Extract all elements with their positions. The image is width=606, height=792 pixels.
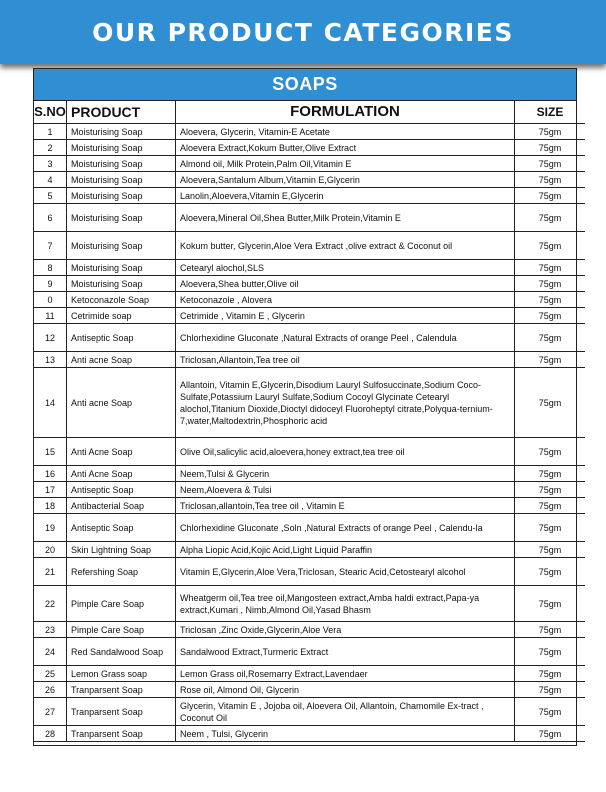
table-row [34,140,585,156]
cell-product: Moisturising Soap [67,124,176,140]
product-sheet [33,68,577,746]
cell-sno: 2 [34,140,67,156]
cell-sno: 3 [34,156,67,172]
table-row [34,308,585,324]
cell-product: Anti acne Soap [67,352,176,368]
cell-product: Ketoconazole Soap [67,292,176,308]
header-banner [0,0,606,64]
cell-size: 75gm [515,276,586,292]
cell-formulation: Ketoconazole , Alovera [176,292,515,308]
table-row [34,698,585,726]
cell-size: 75gm [515,124,586,140]
cell-size: 75gm [515,140,586,156]
cell-sno: 21 [34,558,67,586]
cell-formulation: Cetearyl alochol,SLS [176,260,515,276]
cell-size: 75gm [515,698,586,726]
cell-product: Pimple Care Soap [67,622,176,638]
cell-sno: 28 [34,726,67,742]
table-body [34,124,585,742]
cell-product: Moisturising Soap [67,156,176,172]
cell-sno: 5 [34,188,67,204]
cell-sno: 19 [34,514,67,542]
table-row [34,188,585,204]
cell-product: Moisturising Soap [67,172,176,188]
cell-formulation: Sandalwood Extract,Turmeric Extract [176,638,515,666]
table-row [34,172,585,188]
table-row [34,352,585,368]
cell-size: 75gm [515,156,586,172]
cell-product: Antiseptic Soap [67,324,176,352]
table-row [34,542,585,558]
table-row [34,276,585,292]
cell-sno: 9 [34,276,67,292]
cell-formulation: Alpha Liopic Acid,Kojic Acid,Light Liquid Paraffin [176,542,515,558]
cell-sno: 6 [34,204,67,232]
cell-sno: 20 [34,542,67,558]
cell-product: Cetrimide soap [67,308,176,324]
table-row [34,666,585,682]
cell-sno: 12 [34,324,67,352]
cell-formulation: Triclosan,allantoin,Tea tree oil , Vitamin E [176,498,515,514]
column-header-formulation: FORMULATION [176,101,515,124]
table-row [34,204,585,232]
cell-size: 75gm [515,308,586,324]
cell-product: Antiseptic Soap [67,482,176,498]
cell-sno: 24 [34,638,67,666]
cell-product: Lemon Grass soap [67,666,176,682]
table-row [34,260,585,276]
cell-size: 75gm [515,542,586,558]
cell-sno: 16 [34,466,67,482]
cell-sno: 25 [34,666,67,682]
page-title: OUR PRODUCT CATEGORIES [92,17,514,47]
cell-sno: 26 [34,682,67,698]
cell-sno: 13 [34,352,67,368]
cell-size: 75gm [515,558,586,586]
cell-product: Tranparsent Soap [67,682,176,698]
table-row [34,324,585,352]
table-row [34,292,585,308]
cell-formulation: Neem , Tulsi, Glycerin [176,726,515,742]
cell-sno: 15 [34,438,67,466]
cell-size: 75gm [515,368,586,438]
table-row [34,482,585,498]
cell-formulation: Neem,Aloevera & Tulsi [176,482,515,498]
section-header [34,69,576,101]
cell-formulation: Aloevera, Glycerin, Vitamin-E Acetate [176,124,515,140]
cell-size: 75gm [515,232,586,260]
cell-formulation: Lanolin,Aloevera,Vitamin E,Glycerin [176,188,515,204]
cell-size: 75gm [515,498,586,514]
cell-product: Pimple Care Soap [67,586,176,622]
cell-formulation: Rose oil, Almond Oil, Glycerin [176,682,515,698]
cell-size: 75gm [515,204,586,232]
cell-product: Moisturising Soap [67,260,176,276]
cell-formulation: Aloevera,Shea butter,Olive oil [176,276,515,292]
product-table [34,101,585,742]
table-row [34,498,585,514]
table-row [34,124,585,140]
cell-formulation: Chlorhexidine Gluconate ,Natural Extracts of orange Peel , Calendula [176,324,515,352]
cell-sno: 17 [34,482,67,498]
table-row [34,156,585,172]
table-row [34,586,585,622]
cell-sno: 27 [34,698,67,726]
table-row [34,638,585,666]
cell-size: 75gm [515,438,586,466]
cell-size: 75gm [515,586,586,622]
cell-product: Moisturising Soap [67,140,176,156]
cell-formulation: Kokum butter, Glycerin,Aloe Vera Extract ,olive extract & Coconut oil [176,232,515,260]
cell-formulation: Triclosan,Allantoin,Tea tree oil [176,352,515,368]
cell-product: Anti Acne Soap [67,466,176,482]
cell-product: Moisturising Soap [67,232,176,260]
cell-size: 75gm [515,622,586,638]
cell-product: Antiseptic Soap [67,514,176,542]
section-title: SOAPS [272,74,338,94]
cell-size: 75gm [515,352,586,368]
cell-formulation: Glycerin, Vitamin E , Jojoba oil, Aloevera Oil, Allantoin, Chamomile Ex-tract , Coconut Oil [176,698,515,726]
cell-product: Moisturising Soap [67,204,176,232]
cell-product: Refershing Soap [67,558,176,586]
cell-formulation: Wheatgerm oil,Tea tree oil,Mangosteen extract,Amba haldi extract,Papa-ya extract,Kumari , Nimb,Almond Oil,Yasad Bhasm [176,586,515,622]
cell-size: 75gm [515,666,586,682]
cell-sno: 1 [34,124,67,140]
cell-formulation: Vitamin E,Glycerin,Aloe Vera,Triclosan, Stearic Acid,Cetostearyl alcohol [176,558,515,586]
table-row [34,232,585,260]
cell-product: Anti Acne Soap [67,438,176,466]
cell-product: Moisturising Soap [67,188,176,204]
cell-product: Antibacterial Soap [67,498,176,514]
cell-sno: 0 [34,292,67,308]
cell-size: 75gm [515,324,586,352]
cell-size: 75gm [515,638,586,666]
cell-size: 75gm [515,292,586,308]
cell-size: 75gm [515,188,586,204]
cell-formulation: Neem,Tulsi & Glycerin [176,466,515,482]
cell-formulation: Almond oil, Milk Protein,Palm Oil,Vitamin E [176,156,515,172]
cell-size: 75gm [515,260,586,276]
cell-product: Tranparsent Soap [67,726,176,742]
table-row [34,466,585,482]
cell-formulation: Allantoin, Vitamin E,Glycerin,Disodium Lauryl Sulfosuccinate,Sodium Coco-Sulfate,Potassium Lauryl Sulfate,Sodium Cocoyl Glycinate Cetearyl alochol,Titanium Dioxide,Dioctyl didoceyl Fluoroheptyl citrate,Polyqua-ternium-7,water,Maltodextrin,Phosphoric acid [176,368,515,438]
cell-sno: 23 [34,622,67,638]
cell-formulation: Olive Oil,salicylic acid,aloevera,honey extract,tea tree oil [176,438,515,466]
cell-sno: 7 [34,232,67,260]
table-row [34,622,585,638]
cell-size: 75gm [515,682,586,698]
cell-formulation: Aloevera,Santalum Album,Vitamin E,Glycerin [176,172,515,188]
column-header-sno: S.NO [34,101,67,124]
cell-sno: 8 [34,260,67,276]
cell-sno: 11 [34,308,67,324]
cell-size: 75gm [515,172,586,188]
table-row [34,558,585,586]
cell-sno: 4 [34,172,67,188]
cell-formulation: Triclosan ,Zinc Oxide,Glycerin,Aloe Vera [176,622,515,638]
table-row [34,438,585,466]
cell-formulation: Chlorhexidine Gluconate ,Soln ,Natural Extracts of orange Peel , Calendu-la [176,514,515,542]
cell-formulation: Aloevera Extract,Kokum Butter,Olive Extract [176,140,515,156]
cell-size: 75gm [515,482,586,498]
table-row [34,368,585,438]
column-header-size: SIZE [515,101,586,124]
table-header-row [34,101,585,124]
cell-product: Red Sandalwood Soap [67,638,176,666]
cell-formulation: Lemon Grass oil,Rosemarry Extract,Lavendaer [176,666,515,682]
cell-sno: 22 [34,586,67,622]
cell-size: 75gm [515,726,586,742]
column-header-product: PRODUCT [67,101,176,124]
cell-size: 75gm [515,466,586,482]
cell-formulation: Aloevera,Mineral Oil,Shea Butter,Milk Protein,Vitamin E [176,204,515,232]
cell-formulation: Cetrimide , Vitamin E , Glycerin [176,308,515,324]
table-row [34,514,585,542]
cell-product: Moisturising Soap [67,276,176,292]
cell-size: 75gm [515,514,586,542]
table-row [34,682,585,698]
cell-product: Skin Lightning Soap [67,542,176,558]
table-row [34,726,585,742]
cell-product: Anti acne Soap [67,368,176,438]
cell-sno: 14 [34,368,67,438]
cell-sno: 18 [34,498,67,514]
cell-product: Tranparsent Soap [67,698,176,726]
